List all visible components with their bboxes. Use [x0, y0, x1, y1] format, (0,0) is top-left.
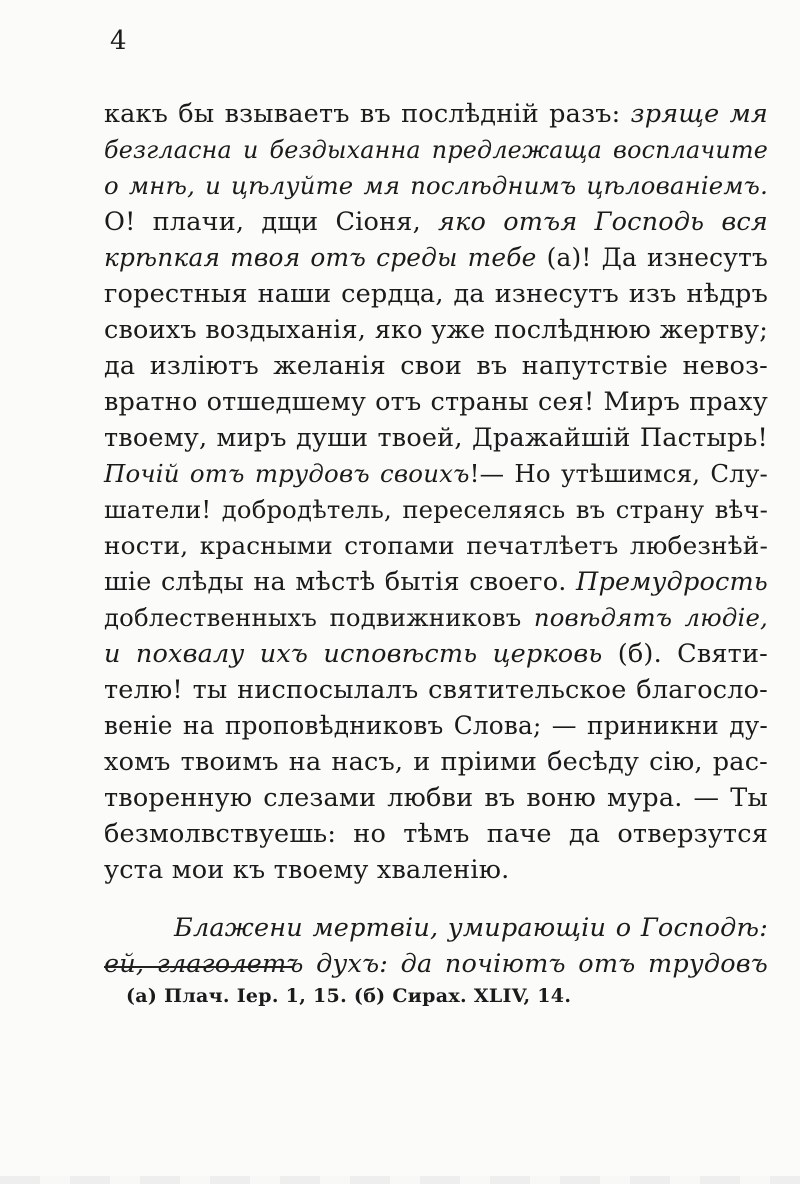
text-line [104, 852, 768, 888]
text-line [104, 348, 768, 384]
page-number: 4 [110, 26, 127, 56]
text-segment: какъ бы взываетъ въ послѣдній разъ: [104, 99, 631, 129]
main-paragraph [104, 96, 768, 888]
text-segment: да изліютъ желанія свои въ напутствіе невоз- [104, 351, 768, 381]
text-segment: шатели! добродѣтель, переселяясь въ страну вѣч- [104, 496, 768, 524]
text-line [104, 456, 768, 492]
text-line [104, 204, 768, 240]
closing-paragraph [104, 910, 768, 982]
italic-text: Почій отъ трудовъ своихъ [104, 459, 470, 488]
italic-text: зряще мя [630, 99, 768, 129]
text-line [104, 384, 768, 420]
text-segment: твоему, миръ души твоей, Дражайшій Пастырь! [104, 423, 768, 453]
text-segment: О! плачи, дщи Сіоня, [104, 207, 439, 237]
page-edge [0, 1176, 800, 1184]
text-segment: (б). Святи- [602, 639, 768, 669]
text-segment: доблественныхъ подвижниковъ [104, 603, 534, 632]
italic-text: ей, глаголетъ духъ: да почіютъ отъ трудовъ [104, 949, 768, 979]
text-line [104, 132, 768, 168]
text-line [104, 168, 768, 204]
text-segment: телю! ты ниспосылалъ святительское благосло- [104, 675, 768, 705]
text-line [104, 564, 768, 600]
text-line [104, 492, 768, 528]
italic-text: Блажени мертвіи, умирающіи о Господѣ: [174, 913, 768, 943]
paragraph-gap [104, 888, 768, 910]
text-segment: !— Но утѣшимся, Слу- [469, 459, 768, 488]
italic-text: Премудрость [576, 567, 768, 597]
text-segment: своихъ воздыханія, яко уже послѣднюю жертву; [104, 315, 768, 345]
text-segment: безмолвствуешь: но тѣмъ паче да отверзутся [104, 819, 768, 849]
footnote: (а) Плач. Іер. 1, 15. (б) Сирах. XLIV, 14. [126, 985, 572, 1007]
text-line [104, 528, 768, 564]
text-segment: горестныя наши сердца, да изнесутъ изъ нѣдръ [104, 279, 768, 309]
text-line [104, 672, 768, 708]
italic-text: безгласна и бездыханна предлежаща восплачите [104, 136, 768, 164]
text-segment: (а)! Да изнесутъ [536, 243, 769, 272]
italic-text: крѣпкая твоя отъ среды тебе [104, 243, 537, 272]
text-line [104, 312, 768, 348]
text-segment: вратно отшедшему отъ страны сея! Миръ праху [104, 387, 768, 417]
body-text [104, 96, 768, 982]
text-segment: ности, красными стопами печатлѣетъ любезнѣй- [104, 531, 768, 560]
italic-text: повѣдятъ людіе, [533, 603, 768, 632]
text-line [104, 708, 768, 744]
text-line [104, 816, 768, 852]
text-line [104, 636, 768, 672]
footnote-divider [104, 966, 294, 968]
italic-text: и похвалу ихъ исповѣсть церковь [104, 639, 603, 669]
text-segment: хомъ твоимъ на насъ, и пріими бесѣду сію, рас- [104, 747, 768, 777]
text-segment: шіе слѣды на мѣстѣ бытія своего. [104, 567, 577, 597]
text-line [104, 96, 768, 132]
text-line [104, 276, 768, 312]
text-line [104, 744, 768, 780]
text-line [104, 910, 768, 946]
italic-text: о мнѣ, и цѣлуйте мя послѣднимъ цѣлованіемъ. [104, 171, 768, 200]
italic-text: яко отъя Господь вся [438, 207, 768, 237]
text-line [104, 240, 768, 276]
text-line [104, 600, 768, 636]
text-segment: уста мои къ твоему хваленію. [104, 855, 510, 885]
text-segment: веніе на проповѣдниковъ Слова; — приникни ду- [104, 711, 768, 740]
text-line [104, 420, 768, 456]
text-line [104, 946, 768, 982]
text-segment: творенную слезами любви въ воню мура. — Ты [104, 783, 768, 813]
text-line [104, 780, 768, 816]
